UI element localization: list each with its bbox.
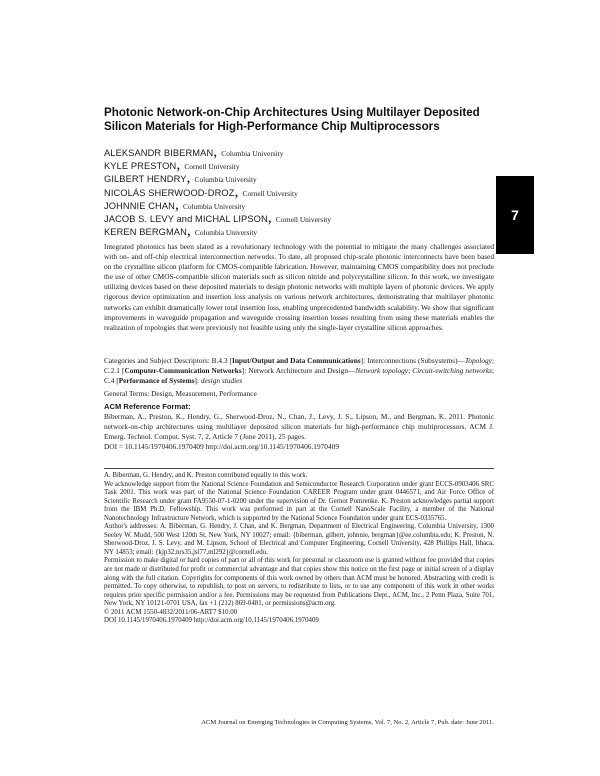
acm-reference-format xyxy=(104,402,494,452)
author-affiliation: Columbia University xyxy=(221,149,284,158)
author-affiliation: Cornell University xyxy=(184,162,240,172)
footnote-equal-contribution: A. Biberman, G. Hendry, and K. Preston contributed equally to this work. xyxy=(104,472,308,479)
author-entry: KEREN BERGMAN, Columbia University xyxy=(104,222,258,240)
author-entry: KYLE PRESTON, Cornell University xyxy=(104,156,240,174)
author-affiliation: Columbia University xyxy=(194,228,258,238)
abstract: Integrated photonics has been slated as a revolutionary technology with the potential to mitigate the many challenges associated with on- and off-chip electrical interconnection networks. To date, all proposed chip-scale photonic interconnects have been based on the crystalline silicon platform for CMOS-compatible fabrication. However, maintaining CMOS compatibility does not preclude the use of other CMOS-compatible silicon materials such as silicon nitride and polycrystalline silicon. In this work, we investigate utilizing devices based on these deposited materials to design photonic networks with multiple layers of photonic devices. We apply rigorous device optimization and insertion loss analysis on various network architectures, demonstrating that multilayer photonic networks can exhibit dramatically lower total insertion loss, enabling unprecedented bandwidth scalability. We show that significant improvements in waveguide propagation and waveguide crossing insertion losses resulting from using these materials enables the realization of topologies that were previously not feasible using only the single-layer crystalline silicon approaches. xyxy=(104,242,494,332)
author-name: GILBERT HENDRY xyxy=(104,174,187,185)
footnote-copyright: © 2011 ACM 1550-4832/2011/06-ART7 $10.00 xyxy=(104,608,238,616)
author-name: JOHNNIE CHAN xyxy=(104,200,175,211)
categories-descriptors: Categories and Subject Descriptors: B.4.3 [Input/Output and Data Communications]: Interconnections (Subsystems)—Topology; C.2.1 [Computer-Communication Networks]: Network Architecture and Design—Network topology; Circuit-switching networks; C.4 [Performance of Systems]: design studies xyxy=(104,356,494,386)
author-entry: JACOB S. LEVY and MICHAL LIPSON, Cornell University xyxy=(104,209,332,227)
author-list xyxy=(104,143,484,240)
author-name: KYLE PRESTON xyxy=(104,161,177,172)
author-entry: ALEKSANDR BIBERMAN, Columbia University xyxy=(104,143,284,160)
author-affiliation: Columbia University xyxy=(194,175,257,185)
author-entry: GILBERT HENDRY, Columbia University xyxy=(104,169,257,187)
footnotes xyxy=(104,472,494,626)
author-affiliation: Cornell University xyxy=(242,188,298,198)
acm-reference-heading: ACM Reference Format: xyxy=(104,402,191,411)
journal-footer: ACM Journal on Emerging Technologies in Computing Systems, Vol. 7, No. 2, Article 7, Pub. date: June 2011. xyxy=(201,719,494,726)
author-name: KEREN BERGMAN xyxy=(104,227,187,238)
footnote-divider xyxy=(104,468,494,469)
author-affiliation: Columbia University xyxy=(182,201,246,211)
author-entry: JOHNNIE CHAN, Columbia University xyxy=(104,195,246,213)
footnote-addresses: Author's addresses: A. Biberman, G. Hendry, J. Chan, and K. Bergman, Department of Electrical Engineering, Columbia University, 1300 Seeley W. Mudd, 500 West 120th St, New York, NY 10027; email: {biberman, gilbert, johnnie, bergman}@ee.columbia.edu; K. Preston, N. Sherwood-Droz, J. S. Levy, and M. Lipson, School of Electrical and Computer Engineering, Cornell University, 428 Phillips Hall, Ithaca, NY 14853; email: {kjp32,nrs35,jsl77,ml292}@cornell.edu. xyxy=(104,523,494,556)
author-name: ALEKSANDR BIBERMAN xyxy=(104,148,214,158)
footnote-acknowledgments: We acknowledge support from the National Science Foundation and Semiconductor Research Corporation under grant ECCS-0903406 SRC Task 2001. This work was part of the National Science Foundation CAREER Program under grant 0446571, and Air Force Office of Scientific Research under grant FA9550-07-1-0200 under the supervision of Dr. Gernot Pomrenke. K. Preston acknowledges partial support from the IBM Ph.D. Fellowship. This work was performed in part at the Cornell NanoScale Facility, a member of the National Nanotechnology Infrastructure Network, which is supported by the National Science Foundation under grant ECS-0335765. xyxy=(104,480,494,522)
acm-reference-doi: DOI = 10.1145/1970406.1970409 http://doi.acm.org/10.1145/1970406.1970409 xyxy=(104,442,339,452)
author-entry: NICOLÁS SHERWOOD-DROZ, Cornell University xyxy=(104,182,298,200)
footnote-doi: DOI 10.1145/1970406.1970409 http://doi.acm.org/10.1145/1970406.1970409 xyxy=(104,617,319,625)
article-number-tab: 7 xyxy=(496,176,534,254)
acm-reference-text: Biberman, A., Preston, K., Hendry, G., Sherwood-Droz, N., Chan, J., Levy, J. S., Lipson, M., and Bergman, K. 2011. Photonic network-on-chip architectures using multilayer deposited silicon materials for high-performance chip multiprocessors. ACM J. Emerg. Technol. Comput. Syst. 7, 2, Article 7 (June 2011), 25 pages. xyxy=(104,412,494,442)
footnote-permissions: Permission to make digital or hard copies of part or all of this work for personal or classroom use is granted without fee provided that copies are not made or distributed for profit or commercial advantage and that copies show this notice on the first page or initial screen of a display along with the full citation. Copyrights for components of this work owned by others than ACM must be honored. Abstracting with credit is permitted. To copy otherwise, to republish, to post on servers, to redistribute to lists, or to use any component of this work in other works requires prior specific permission and/or a fee. Permissions may be requested from Publications Dept., ACM, Inc., 2 Penn Plaza, Suite 701, New York, NY 10121-0701 USA, fax +1 (212) 869-0481, or permissions@acm.org. xyxy=(104,557,494,608)
general-terms: General Terms: Design, Measurement, Performance xyxy=(104,389,257,398)
author-affiliation: Cornell University xyxy=(275,215,332,225)
paper-title: Photonic Network-on-Chip Architectures Using Multilayer Deposited Silicon Materials for High-Performance Chip Multiprocessors xyxy=(104,106,480,133)
author-name: JACOB S. LEVY and MICHAL LIPSON xyxy=(104,214,268,225)
author-name: NICOLÁS SHERWOOD-DROZ xyxy=(104,187,235,198)
